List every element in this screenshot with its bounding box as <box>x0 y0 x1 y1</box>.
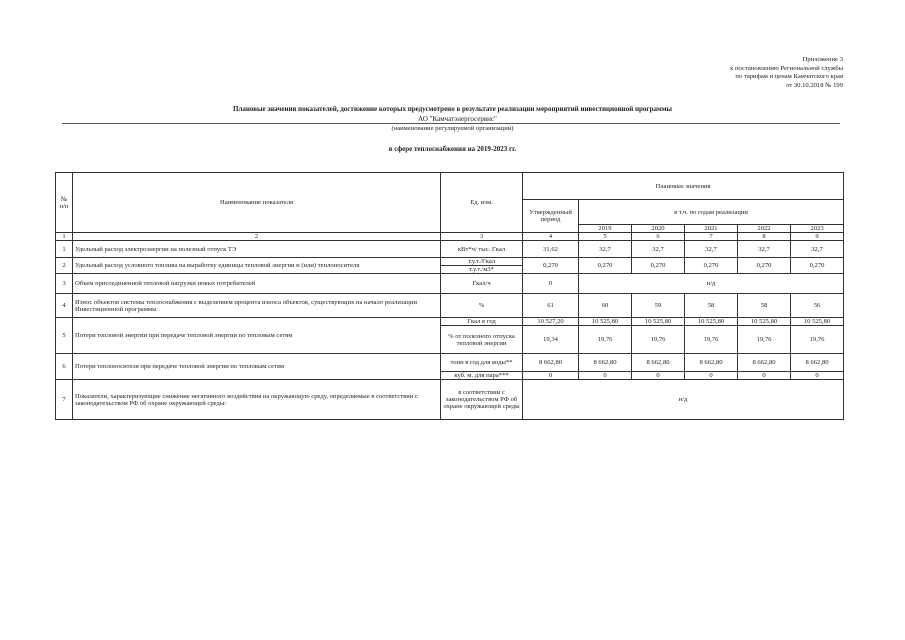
row-value: 10 525,80 <box>579 318 632 326</box>
row-name: Потери тепловой энергии при передаче тепловой энергии по тепловым сетям <box>73 318 441 354</box>
col-number: 9 <box>791 233 844 241</box>
row-value: 19,76 <box>632 326 685 354</box>
row-value: 8 662,80 <box>791 354 844 372</box>
appendix-line: по тарифам и ценам Камчатского края <box>735 73 843 81</box>
row-approved: 0 <box>523 372 579 380</box>
row-value: 32,7 <box>632 241 685 258</box>
row-unit: т.у.т./Гкал <box>441 258 523 266</box>
row-value: 0 <box>791 372 844 380</box>
col-number: 4 <box>523 233 579 241</box>
row-value: 32,7 <box>738 241 791 258</box>
col-number: 1 <box>56 233 73 241</box>
row-approved: 31,62 <box>523 241 579 258</box>
row-value: 0 <box>579 372 632 380</box>
row-value: 60 <box>579 294 632 318</box>
row-num: 6 <box>56 354 73 380</box>
row-num: 5 <box>56 318 73 354</box>
row-name: Износ объектов системы теплоснабжения с выделением процента износа объектов, существующих на начало реализации Инвестиционной программы <box>73 294 441 318</box>
header-planned: Плановые значения <box>523 173 844 200</box>
header-name: Наименование показателя <box>73 173 441 233</box>
col-number: 5 <box>579 233 632 241</box>
row-num: 1 <box>56 241 73 258</box>
header-approved: Утвержденный период <box>523 200 579 233</box>
row-approved: 10 527,20 <box>523 318 579 326</box>
appendix-line: от 30.10.2018 № 199 <box>786 81 843 89</box>
row-value: 0 <box>685 372 738 380</box>
row-value: 58 <box>738 294 791 318</box>
header-year: 2019 <box>579 225 632 233</box>
organization-name: АО "Камчатэнергосервис" <box>375 115 540 124</box>
row-value: 32,7 <box>579 241 632 258</box>
row-value: 10 525,80 <box>632 318 685 326</box>
divider <box>62 123 840 124</box>
header-year: 2023 <box>791 225 844 233</box>
row-value: 19,76 <box>791 326 844 354</box>
table-row <box>56 354 844 372</box>
header-year: 2020 <box>632 225 685 233</box>
row-value: 10 525,80 <box>738 318 791 326</box>
row-approved: 19,34 <box>523 326 579 354</box>
row-approved: 61 <box>523 294 579 318</box>
sphere-subtitle: в сфере теплоснабжения на 2019-2023 гг. <box>388 145 517 153</box>
header-year: 2022 <box>738 225 791 233</box>
row-num: 4 <box>56 294 73 318</box>
row-num: 3 <box>56 274 73 294</box>
row-value: 0 <box>632 372 685 380</box>
row-unit: Гкал/ч <box>441 274 523 294</box>
table-row <box>56 294 844 318</box>
appendix-line: Приложение 3 <box>802 56 843 63</box>
row-unit: Гкал в год <box>441 318 523 326</box>
row-value: 10 525,80 <box>791 318 844 326</box>
row-value: 19,76 <box>738 326 791 354</box>
row-value: 10 525,80 <box>685 318 738 326</box>
row-name: Объем присоединенной тепловой нагрузки новых потребителей <box>73 274 441 294</box>
row-unit: % от полезного отпуска тепловой энергии <box>441 326 523 354</box>
row-merged-value: н/д <box>523 380 844 420</box>
table-row <box>56 258 844 266</box>
row-unit: тонн в год для воды** <box>441 354 523 372</box>
row-num: 2 <box>56 258 73 274</box>
table-row <box>56 241 844 258</box>
header-unit: Ед. изм. <box>441 173 523 233</box>
row-name: Удельный расход электроэнергии на полезный отпуск ТЭ <box>73 241 441 258</box>
row-value: 0,270 <box>791 258 844 274</box>
col-number: 7 <box>685 233 738 241</box>
row-unit: % <box>441 294 523 318</box>
row-merged-value: н/д <box>579 274 844 294</box>
row-unit: кВт*ч/ тыс. Гкал <box>441 241 523 258</box>
indicators-table <box>55 172 844 420</box>
row-value: 19,76 <box>579 326 632 354</box>
col-number: 2 <box>73 233 441 241</box>
row-unit: в соответствии с законодательством РФ об охране окружающей среды <box>441 380 523 420</box>
header-num: № п/п <box>56 173 73 233</box>
row-approved: 8 662,80 <box>523 354 579 372</box>
row-approved: 0 <box>523 274 579 294</box>
col-number: 8 <box>738 233 791 241</box>
row-value: 59 <box>632 294 685 318</box>
row-unit: куб. м. для пара*** <box>441 372 523 380</box>
organization-caption: (наименование регулируемой организации) <box>391 125 514 132</box>
row-num: 7 <box>56 380 73 420</box>
row-value: 0,270 <box>738 258 791 274</box>
row-value: 32,7 <box>791 241 844 258</box>
table-row <box>56 380 844 420</box>
row-value: 58 <box>685 294 738 318</box>
row-value: 8 662,80 <box>738 354 791 372</box>
row-unit: т.у.т./м3* <box>441 266 523 274</box>
row-name: Потери теплоносителя при передаче тепловой энергии по тепловым сетям <box>73 354 441 380</box>
row-value: 19,76 <box>685 326 738 354</box>
row-value: 8 662,80 <box>685 354 738 372</box>
col-number: 3 <box>441 233 523 241</box>
col-number: 6 <box>632 233 685 241</box>
table-row <box>56 274 844 294</box>
row-approved: 0,270 <box>523 258 579 274</box>
row-value: 8 662,80 <box>632 354 685 372</box>
row-value: 8 662,80 <box>579 354 632 372</box>
row-name: Показатели, характеризующие снижение негативного воздействия на окружающую среду, определяемые в соответствии с законодательством РФ об охране окружающей среды: <box>73 380 441 420</box>
row-value: 0 <box>738 372 791 380</box>
table-row <box>56 318 844 326</box>
row-value: 32,7 <box>685 241 738 258</box>
header-by-years: в т.ч. по годам реализации <box>579 200 844 225</box>
appendix-block <box>730 56 843 90</box>
row-value: 0,270 <box>579 258 632 274</box>
header-year: 2021 <box>685 225 738 233</box>
appendix-line: к постановлению Региональной службы <box>730 64 843 72</box>
row-name: Удельный расход условного топлива на выработку единицы тепловой энергии и (или) теплоносителя <box>73 258 441 274</box>
document-title: Плановые значения показателей, достижение которых предусмотрено в результате реализации мероприятий инвестиционной программы <box>233 105 672 113</box>
row-value: 56 <box>791 294 844 318</box>
row-value: 0,270 <box>632 258 685 274</box>
row-value: 0,270 <box>685 258 738 274</box>
